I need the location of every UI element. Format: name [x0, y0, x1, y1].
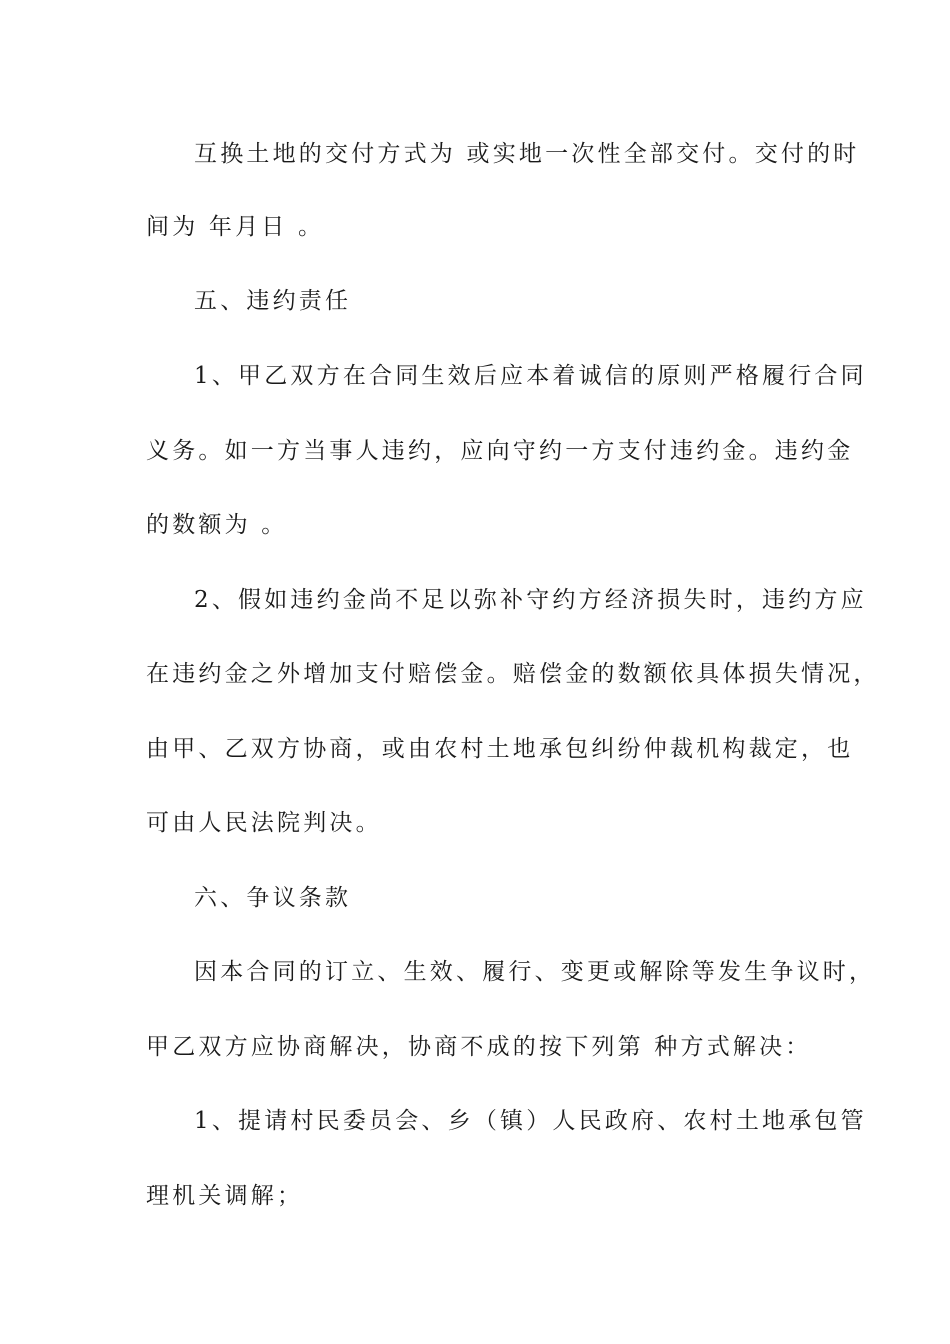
section-heading-breach: 五、违约责任 — [194, 288, 352, 314]
clause-1-line-2: 义务。如一方当事人违约，应向守约一方支付违约金。违约金 — [146, 438, 854, 464]
clause-2-line-3: 由甲、乙双方协商，或由农村土地承包纠纷仲裁机构裁定，也 — [146, 736, 854, 762]
paragraph-delivery-line-1: 互换土地的交付方式为 或实地一次性全部交付。交付的时 — [194, 141, 860, 167]
clause-2-line-4: 可由人民法院判决。 — [146, 810, 382, 836]
dispute-option-1-line-1: 1、提请村民委员会、乡（镇）人民政府、农村土地承包管 — [194, 1108, 867, 1134]
dispute-option-1-line-2: 理机关调解； — [146, 1183, 304, 1209]
dispute-paragraph-line-1: 因本合同的订立、生效、履行、变更或解除等发生争议时， — [194, 959, 876, 985]
clause-2-line-2: 在违约金之外增加支付赔偿金。赔偿金的数额依具体损失情况， — [146, 661, 880, 687]
clause-2-line-1: 2、假如违约金尚不足以弥补守约方经济损失时，违约方应 — [194, 587, 867, 613]
paragraph-delivery-line-2: 间为 年月日 。 — [146, 214, 325, 240]
section-heading-dispute: 六、争议条款 — [194, 885, 352, 911]
dispute-paragraph-line-2: 甲乙双方应协商解决，协商不成的按下列第 种方式解决： — [146, 1034, 812, 1060]
clause-1-line-3: 的数额为 。 — [146, 512, 288, 538]
clause-1-line-1: 1、甲乙双方在合同生效后应本着诚信的原则严格履行合同 — [194, 363, 867, 389]
